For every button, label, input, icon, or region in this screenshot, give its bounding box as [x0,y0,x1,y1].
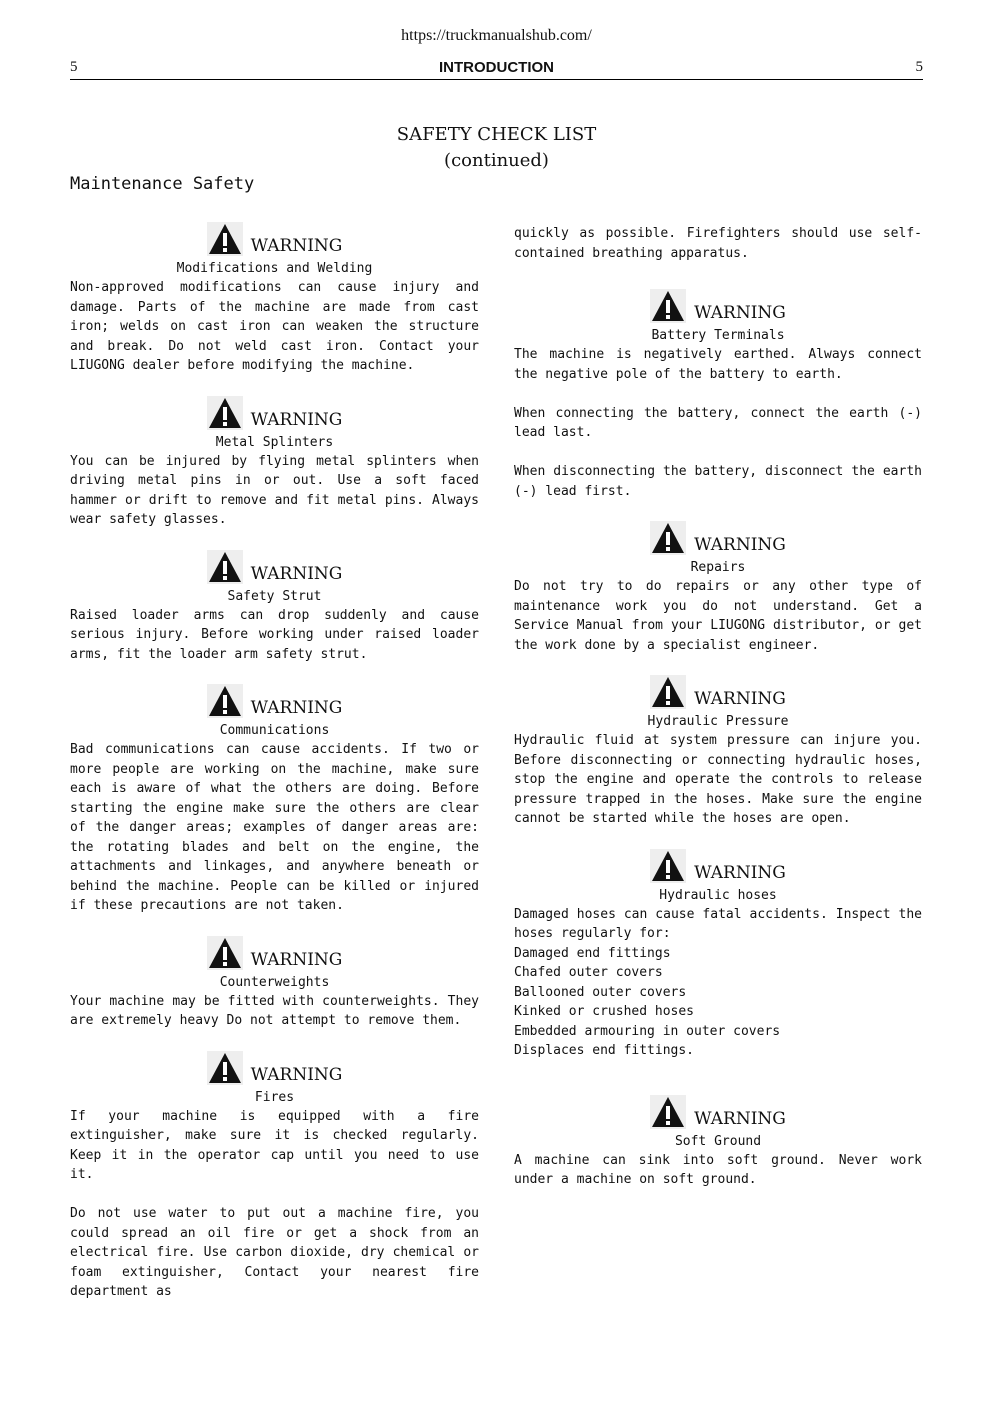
warning-label: WARNING [250,563,343,584]
warning-triangle-icon [650,675,686,709]
warning-text: Bad communications can cause accidents. If two or more people are working on the machine, make sure each is aware of what the others are doing. Before starting the engine make sure the others are clear of the danger areas; examples of danger areas are: the rotating blades and belt on the engine, the attachments and linkages, and anywhere beneath or behind the machine. People can be killed or injured if these precautions are not taken. [70,742,479,913]
warning-subtitle: Counterweights [219,974,330,990]
page-number-right: 5 [915,59,923,75]
warning-communications [70,684,479,916]
warning-text: A machine can sink into soft ground. Never work under a machine on soft ground. [514,1152,922,1187]
warning-triangle-icon [207,222,243,256]
warning-triangle-icon [650,289,686,323]
warning-hydraulic-hoses [514,849,922,1061]
warning-battery-terminals [514,289,922,501]
warning-subtitle: Communications [219,723,330,738]
warning-text: Your machine may be fitted with counterweights. They are extremely heavy Do not attempt to remove them. [70,993,479,1028]
left-column [70,222,479,1322]
warning-label: WARNING [250,1064,343,1085]
page-header [70,59,923,80]
warning-subtitle: Metal Splinters [215,434,334,450]
warning-label: WARNING [250,698,343,718]
warning-triangle-icon [207,936,243,970]
warning-label: WARNING [694,1108,786,1129]
warning-subtitle: Fires [254,1089,295,1105]
warning-metal-splinters [70,396,479,530]
warning-label: WARNING [694,689,786,709]
right-column [514,224,922,1210]
warning-label: WARNING [694,535,786,555]
continued-text: quickly as possible. Firefighters should use self-contained breathing apparatus. [514,226,922,261]
warning-label: WARNING [694,303,786,323]
warning-label: WARNING [250,409,343,430]
warning-hydraulic-pressure [514,675,922,829]
warning-label: WARNING [250,236,343,256]
warning-subtitle: Soft Ground [674,1133,762,1149]
title-line-2: (continued) [444,150,549,171]
warning-subtitle: Modifications and Welding [176,261,373,276]
warning-text: The machine is negatively earthed. Always connect the negative pole of the battery to earth. [514,347,922,382]
list-item: Damaged end fittings [514,945,671,961]
warning-text: When connecting the battery, connect the earth (-) lead last. [514,405,922,440]
warning-triangle-icon [207,1051,243,1085]
warning-subtitle: Hydraulic hoses [659,887,777,903]
warning-text: Hydraulic fluid at system pressure can injure you. Before disconnecting or connecting hydraulic hoses, stop the engine and operate the controls to release pressure trapped in the hoses. Make sure the engine cannot be started while the hoses are open. [514,733,922,826]
warning-repairs [514,521,922,655]
page-number-left: 5 [70,59,78,75]
warning-triangle-icon [650,1095,686,1129]
warning-label: WARNING [250,949,343,970]
document-title [0,122,993,174]
hose-inspection-list [514,944,922,1061]
warning-subtitle: Battery Terminals [651,328,785,343]
warning-label: WARNING [694,862,786,883]
list-item: Ballooned outer covers [514,984,687,1000]
warning-text: You can be injured by flying metal splinters when driving metal pins in or out. Use a soft faced hammer or drift to remove and fit metal pins. Always wear safety glasses. [70,453,479,527]
warning-soft-ground [514,1095,922,1190]
list-item: Kinked or crushed hoses [514,1004,695,1019]
warning-triangle-icon [650,521,686,555]
warning-text: Non-approved modifications can cause injury and damage. Parts of the machine are made from cast iron; welds on cast iron can weaken the structure and break. Do not weld cast iron. Contact your LIUGONG dealer before modifying the machine. [70,280,479,373]
title-line-1: SAFETY CHECK LIST [396,124,597,145]
warning-text: Damaged hoses can cause fatal accidents. Inspect the hoses regularly for: [514,906,922,941]
list-item: Displaces end fittings. [514,1043,695,1058]
warning-safety-strut [70,550,479,665]
section-heading: Maintenance Safety [70,174,255,194]
warning-triangle-icon [207,550,243,584]
warning-triangle-icon [207,396,243,430]
warning-text: When disconnecting the battery, disconnect the earth (-) lead first. [514,464,922,499]
list-item: Embedded armouring in outer covers [514,1023,781,1039]
list-item: Chafed outer covers [514,965,663,980]
warning-text: Raised loader arms can drop suddenly and cause serious injury. Before working under raised loader arms, fit the loader arm safety strut. [70,607,479,662]
warning-fires [70,1051,479,1302]
header-title: INTRODUCTION [439,59,554,76]
warning-subtitle: Hydraulic Pressure [647,714,789,729]
warning-text: Do not try to do repairs or any other type of maintenance work you do not understand. Get a Service Manual from your LIUGONG distributor, or get the work done by a specialist engineer. [514,579,922,653]
warning-subtitle: Safety Strut [227,588,322,604]
warning-triangle-icon [650,849,686,883]
warning-triangle-icon [207,684,243,718]
warning-text: Do not use water to put out a machine fire, you could spread an oil fire or get a shock from an electrical fire. Use carbon dioxide, dry chemical or foam extinguisher, Contact your nearest fire department as [70,1206,479,1299]
warning-subtitle: Repairs [690,560,746,575]
warning-text: If your machine is equipped with a fire extinguisher, make sure it is checked regularly. Keep it in the operator cap until you need to use it. [70,1108,479,1182]
source-url: https://truckmanualshub.com/ [401,27,592,44]
warning-counterweights [70,936,479,1031]
fires-continued [514,224,922,263]
warning-modifications [70,222,479,376]
